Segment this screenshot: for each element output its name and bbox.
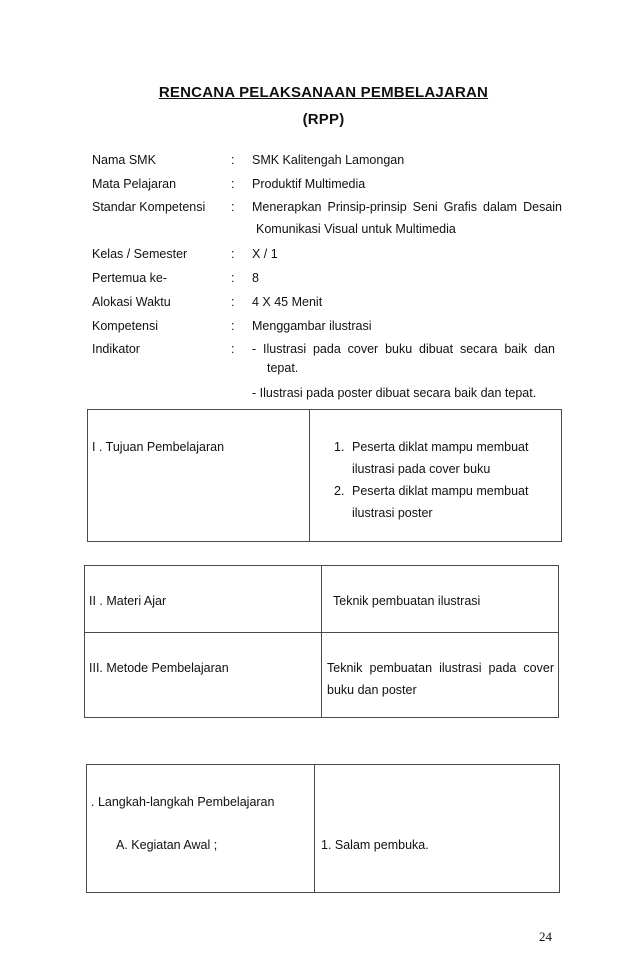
info-label: Indikator: [92, 342, 140, 356]
tujuan-item-text: Peserta diklat mampu membuat: [352, 484, 529, 498]
info-value: X / 1: [252, 247, 278, 261]
info-value: Menggambar ilustrasi: [252, 319, 372, 333]
tujuan-item-text: ilustrasi pada cover buku: [352, 462, 491, 476]
info-label: Kompetensi: [92, 319, 159, 333]
tujuan-label: I . Tujuan Pembelajaran: [92, 440, 225, 454]
info-value-continued: tepat.: [267, 361, 299, 375]
tujuan-item-text: Peserta diklat mampu membuat: [352, 440, 529, 454]
info-colon: :: [231, 200, 235, 214]
document-title: RENCANA PELAKSANAAN PEMBELAJARAN: [158, 84, 489, 101]
info-colon: :: [231, 153, 235, 167]
info-label: Pertemua ke-: [92, 271, 168, 285]
metode-value: Teknik pembuatan ilustrasi pada cover: [327, 661, 554, 675]
info-colon: :: [231, 295, 235, 309]
info-label: Alokasi Waktu: [92, 295, 171, 309]
tujuan-divider: [309, 409, 310, 542]
info-value: 4 X 45 Menit: [252, 295, 323, 309]
info-row-indikator-cont: [0, 361, 639, 381]
metode-value-continued: buku dan poster: [327, 683, 417, 697]
materi-label: II . Materi Ajar: [89, 594, 167, 608]
tujuan-item-number: 1.: [334, 440, 345, 454]
info-value: Menerapkan Prinsip-prinsip Seni Grafis dalam Desain: [252, 200, 562, 214]
info-row-indikator: [0, 342, 639, 362]
info-value: Produktif Multimedia: [252, 177, 366, 191]
info-row-kelas-semester: [0, 247, 639, 267]
materi-metode-divider: [321, 565, 322, 718]
tujuan-item-number: 2.: [334, 484, 345, 498]
materi-metode-row-divider: [84, 632, 559, 633]
info-label: Nama SMK: [92, 153, 156, 167]
langkah-table: [86, 764, 560, 893]
materi-value: Teknik pembuatan ilustrasi: [333, 594, 481, 608]
info-value: 8: [252, 271, 259, 285]
info-row-pertemuan: [0, 271, 639, 291]
info-label: Standar Kompetensi: [92, 200, 206, 214]
info-row-kompetensi: [0, 319, 639, 339]
langkah-divider: [314, 764, 315, 893]
info-colon: :: [231, 177, 235, 191]
info-value: SMK Kalitengah Lamongan: [252, 153, 405, 167]
metode-label: III. Metode Pembelajaran: [89, 661, 229, 675]
info-colon: :: [231, 247, 235, 261]
info-row-standar-kompetensi: [0, 200, 639, 220]
page-number: 24: [539, 929, 552, 944]
info-colon: :: [231, 319, 235, 333]
info-value: - Ilustrasi pada cover buku dibuat secara baik dan: [252, 342, 555, 356]
info-label: Kelas / Semester: [92, 247, 188, 261]
kegiatan-awal-label: A. Kegiatan Awal ;: [116, 838, 218, 852]
info-label: Mata Pelajaran: [92, 177, 177, 191]
tujuan-table: [87, 409, 562, 542]
langkah-item: 1. Salam pembuka.: [321, 838, 429, 852]
info-row-indikator-cont2: [0, 386, 639, 406]
info-row-alokasi-waktu: [0, 295, 639, 315]
info-row-standar-kompetensi-cont: [0, 222, 639, 242]
info-row-mata-pelajaran: [0, 177, 639, 197]
tujuan-item-text: ilustrasi poster: [352, 506, 433, 520]
info-value-continued: - Ilustrasi pada poster dibuat secara baik dan tepat.: [252, 386, 537, 400]
info-row-nama-smk: [0, 153, 639, 173]
info-value-continued: Komunikasi Visual untuk Multimedia: [256, 222, 456, 236]
document-subtitle: (RPP): [302, 111, 345, 128]
info-colon: :: [231, 271, 235, 285]
langkah-label: . Langkah-langkah Pembelajaran: [91, 795, 275, 809]
info-colon: :: [231, 342, 235, 356]
